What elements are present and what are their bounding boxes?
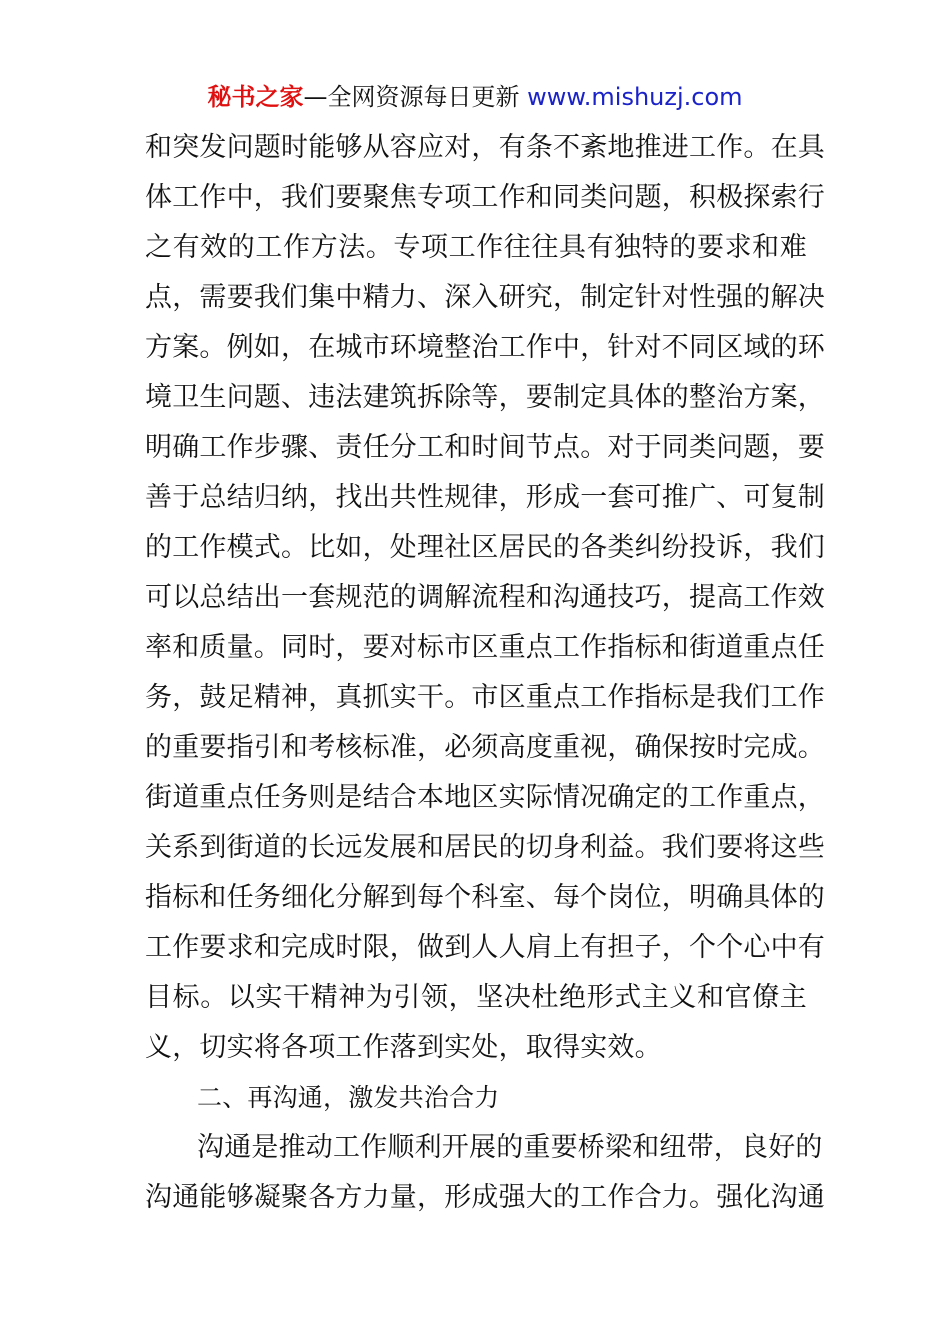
section-heading: 二、再沟通，激发共治合力 bbox=[197, 1083, 500, 1112]
text-line: 工作要求和完成时限，做到人人肩上有担子，个个心中有 bbox=[145, 932, 825, 963]
text-line: 目标。以实干精神为引领，坚决杜绝形式主义和官僚主 bbox=[145, 982, 807, 1013]
text-line: 和突发问题时能够从容应对，有条不紊地推进工作。在具 bbox=[145, 132, 825, 163]
text-line: 的重要指引和考核标准，必须高度重视，确保按时完成。 bbox=[145, 732, 825, 763]
text-line: 关系到街道的长远发展和居民的切身利益。我们要将这些 bbox=[145, 832, 825, 863]
text-line: 明确工作步骤、责任分工和时间节点。对于同类问题，要 bbox=[145, 432, 825, 463]
header-tagline: —全网资源每日更新 bbox=[303, 83, 528, 111]
text-line: 街道重点任务则是结合本地区实际情况确定的工作重点， bbox=[145, 782, 825, 813]
text-line: 义，切实将各项工作落到实处，取得实效。 bbox=[145, 1032, 662, 1063]
paragraph-1 bbox=[145, 123, 825, 1073]
text-line: 点，需要我们集中精力、深入研究，制定针对性强的解决 bbox=[145, 282, 825, 313]
text-line: 体工作中，我们要聚焦专项工作和同类问题，积极探索行 bbox=[145, 182, 825, 213]
text-line: 方案。例如，在城市环境整治工作中，针对不同区域的环 bbox=[145, 332, 825, 363]
text-line: 的工作模式。比如，处理社区居民的各类纠纷投诉，我们 bbox=[145, 532, 825, 563]
text-line: 沟通能够凝聚各方力量，形成强大的工作合力。强化沟通 bbox=[145, 1182, 825, 1213]
text-line: 指标和任务细化分解到每个科室、每个岗位，明确具体的 bbox=[145, 882, 825, 913]
document-body bbox=[145, 123, 825, 1223]
text-line: 沟通是推动工作顺利开展的重要桥梁和纽带，良好的 bbox=[197, 1132, 823, 1163]
page-header bbox=[0, 80, 950, 114]
paragraph-2 bbox=[145, 1123, 825, 1223]
text-line: 可以总结出一套规范的调解流程和沟通技巧，提高工作效 bbox=[145, 582, 825, 613]
text-line: 境卫生问题、违法建筑拆除等，要制定具体的整治方案， bbox=[145, 382, 825, 413]
text-line: 务，鼓足精神，真抓实干。市区重点工作指标是我们工作 bbox=[145, 682, 825, 713]
text-line: 之有效的工作方法。专项工作往往具有独特的要求和难 bbox=[145, 232, 807, 263]
text-line: 善于总结归纳，找出共性规律，形成一套可推广、可复制 bbox=[145, 482, 825, 513]
header-url-link[interactable]: www.mishuzj.com bbox=[527, 83, 743, 111]
text-line: 率和质量。同时，要对标市区重点工作指标和街道重点任 bbox=[145, 632, 825, 663]
header-brand: 秘书之家 bbox=[207, 83, 304, 111]
